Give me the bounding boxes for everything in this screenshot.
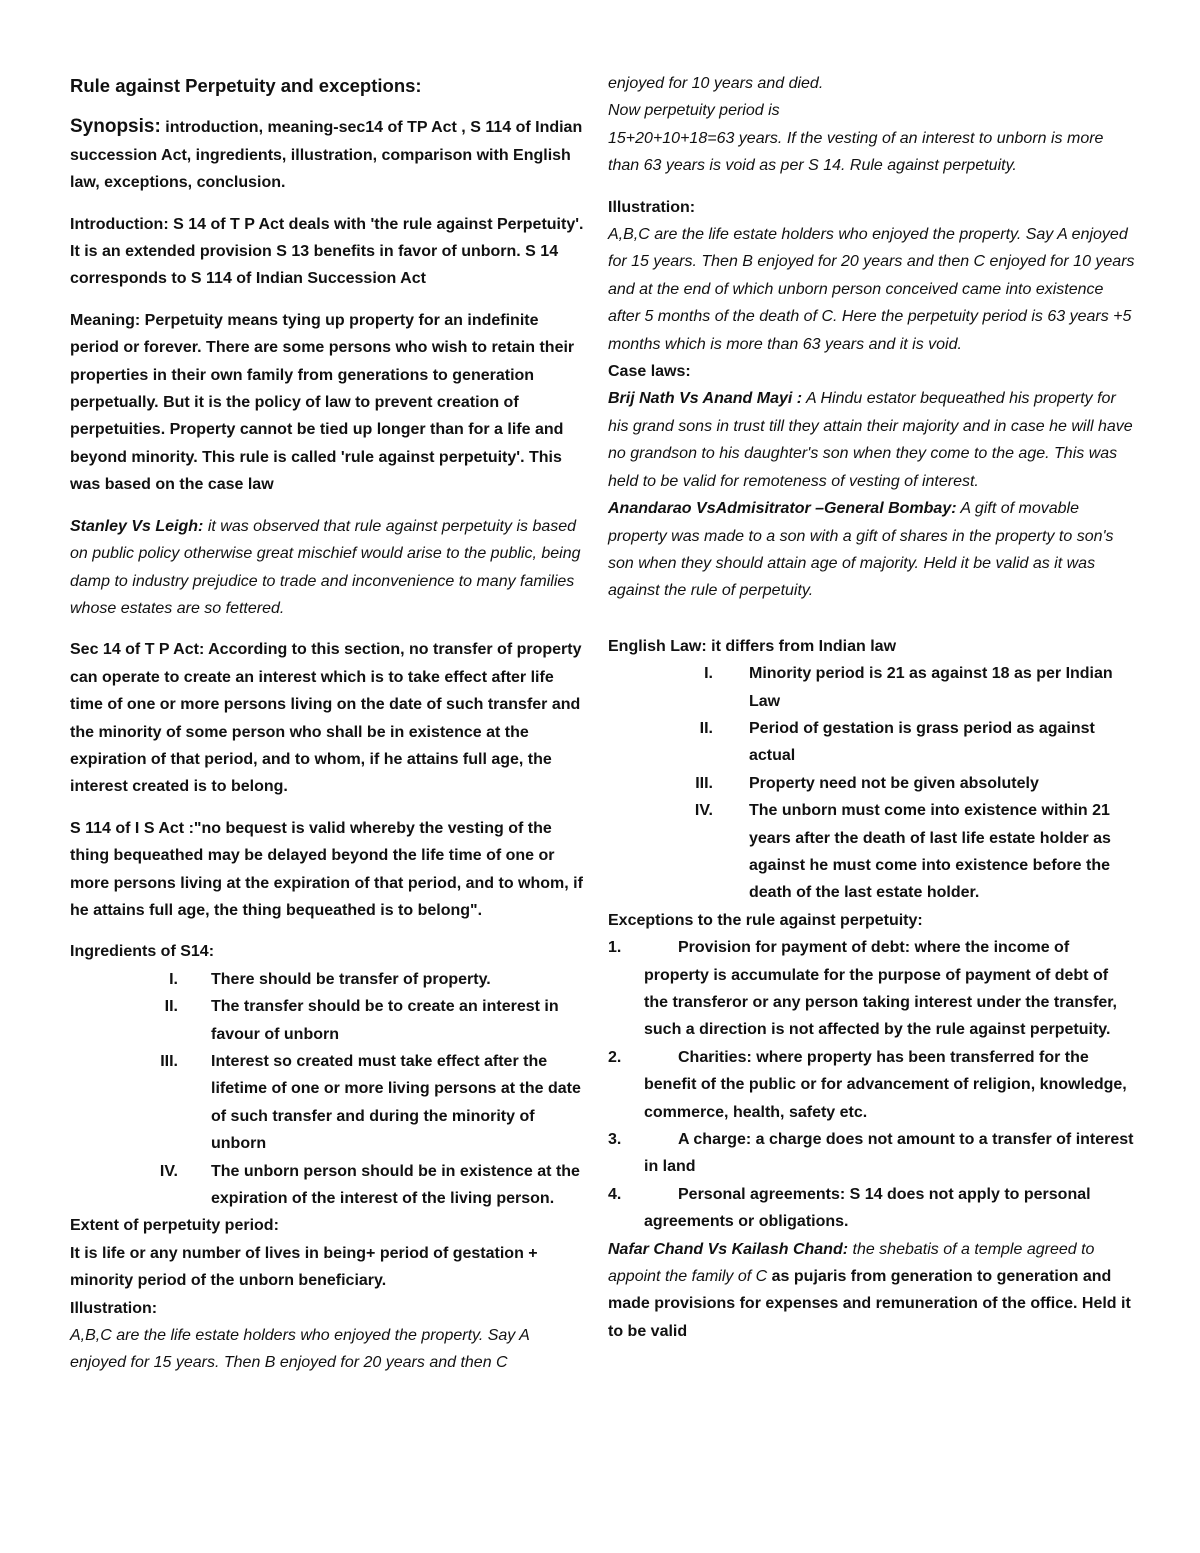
nafar-case-paragraph [608, 1236, 1136, 1346]
meaning-paragraph: Meaning: Perpetuity means tying up property for an indefinite period or forever. There are some persons who wish to retain their properties in their own family from generations to generation perpetually. But it is the policy of law to prevent creation of perpetuities. Property cannot be tied up longer than for a life and beyond minority. This rule is called 'rule against perpetuity'. This was based on the case law [70, 311, 575, 494]
ingredients-heading: Ingredients of S14: [70, 943, 215, 961]
list-item: 3. A charge: a charge does not amount to a transfer of interest in land [608, 1131, 1134, 1176]
nafar-case-text: the shebatis of a temple agreed to appoint the family of C [608, 1240, 1095, 1286]
s114-paragraph: S 114 of I S Act :"no bequest is valid whereby the vesting of the thing bequeathed may be delayed beyond the life time of one or more persons living at the expiration of that period, and to whom, if he attains full age, the thing bequeathed is to belong". [70, 819, 583, 919]
nafar-case-name: Nafar Chand Vs Kailash Chand: [608, 1240, 849, 1258]
list-item: IV. The unborn must come into existence within 21 years after the death of last life estate holder as against he must come into existence before the death of the last estate holder. [694, 802, 1111, 902]
continued-line: enjoyed for 10 years and died. [608, 75, 824, 92]
synopsis [70, 113, 585, 196]
list-item: III. Interest so created must take effect after the lifetime of one or more living persons at the date of such transfer and during the minority of unborn [160, 1053, 581, 1153]
list-item: II. The transfer should be to create an interest in favour of unborn [164, 998, 559, 1043]
continued-paragraph: 15+20+10+18=63 years. If the vesting of an interest to unborn is more than 63 years is void as per S 14. Rule against perpetuity. [608, 129, 1104, 175]
english-law-heading: English Law: it differs from Indian law [608, 637, 897, 655]
nafar-case-text-end: as pujaris from generation to generation and made provisions for expenses and remuneration of the office. Held it to be valid [608, 1268, 1131, 1340]
synopsis-heading: Synopsis: [70, 116, 161, 138]
left-column [70, 72, 585, 1377]
right-column [608, 70, 1136, 1345]
brij-case-text: A Hindu estator bequeathed his property for his grand sons in trust till they attain their majority and in case he will have no grandson to his daughter's son when they come to the age. This was held to be valid for remoteness of vesting of interest. [608, 390, 1133, 490]
illustration-text: A,B,C are the life estate holders who enjoyed the property. Say A enjoyed for 15 years. Then B enjoyed for 20 years and then C [70, 1327, 530, 1372]
english-law-list [608, 660, 1136, 907]
page-title: Rule against Perpetuity and exceptions: [70, 75, 422, 96]
extent-heading: Extent of perpetuity period: [70, 1217, 279, 1235]
illustration-heading: Illustration: [70, 1299, 158, 1317]
synopsis-text: introduction, meaning-sec14 of TP Act , S 114 of Indian succession Act, ingredients, illustration, comparison with English law, exceptions, conclusion. [70, 119, 583, 192]
extent-text: It is life or any number of lives in being+ period of gestation + minority period of the unborn beneficiary. [70, 1244, 538, 1290]
illustration-text: A,B,C are the life estate holders who enjoyed the property. Say A enjoyed for 15 years. Then B enjoyed for 20 years and then C enjoyed for 10 years and at the end of which unborn person conceived came into existence after 5 months of the death of C. Here the perpetuity period is 63 years +5 months which is more than 63 years and it is void. [608, 226, 1135, 353]
list-item: 1. Provision for payment of debt: where the income of property is accumulate for the purpose of payment of debt of the transferor or any person taking interest under the transfer, such a direction is not affected by the rule against perpetuity. [608, 939, 1117, 1039]
list-item: I. Minority period is 21 as against 18 as per Indian Law [704, 665, 1113, 710]
anandarao-case-paragraph [608, 495, 1136, 605]
list-item: I. There should be transfer of property. [169, 970, 491, 988]
list-item: IV. The unborn person should be in existence at the expiration of the interest of the living person. [159, 1162, 580, 1208]
sec14-paragraph: Sec 14 of T P Act: According to this section, no transfer of property can operate to create an interest which is to take effect after life time of one or more persons living on the date of such transfer and the minority of some person who shall be in existence at the expiration of that period, and to whom, if he attains full age, the interest created is to belong. [70, 641, 582, 796]
exceptions-list [608, 934, 1136, 1235]
ingredients-list [70, 966, 585, 1213]
list-item: 2. Charities: where property has been transferred for the benefit of the public or for advancement of religion, knowledge, commerce, health, safety etc. [608, 1048, 1127, 1121]
brij-case-paragraph [608, 385, 1136, 495]
introduction-paragraph: Introduction: S 14 of T P Act deals with 'the rule against Perpetuity'. It is an extended provision S 13 benefits in favor of unborn. S 14 corresponds to S 114 of Indian Succession Act [70, 215, 584, 288]
stanley-case-text: it was observed that rule against perpetuity is based on public policy otherwise great mischief would arise to the public, being damp to industry prejudice to trade and inconvenience to many families whose estates are so fettered. [70, 517, 581, 617]
anandarao-case-name: Anandarao VsAdmisitrator –General Bombay: [608, 500, 957, 518]
list-item: II. Period of gestation is grass period as against actual [699, 719, 1095, 765]
anandarao-case-text: A gift of movable property was made to a son with a gift of shares in the property to son's son when they should attain age of majority. Held it be valid as it was against the rule of perpetuity. [608, 500, 1114, 600]
stanley-case-name: Stanley Vs Leigh: [70, 517, 204, 535]
case-laws-heading: Case laws: [608, 363, 691, 381]
exceptions-heading: Exceptions to the rule against perpetuity: [608, 911, 923, 929]
brij-case-name: Brij Nath Vs Anand Mayi : [608, 390, 803, 408]
continued-line: Now perpetuity period is [608, 102, 780, 120]
stanley-case-paragraph [70, 513, 585, 623]
list-item: 4. Personal agreements: S 14 does not apply to personal agreements or obligations. [608, 1185, 1091, 1231]
illustration-heading: Illustration: [608, 198, 696, 216]
list-item: III. Property need not be given absolutely [695, 774, 1039, 792]
